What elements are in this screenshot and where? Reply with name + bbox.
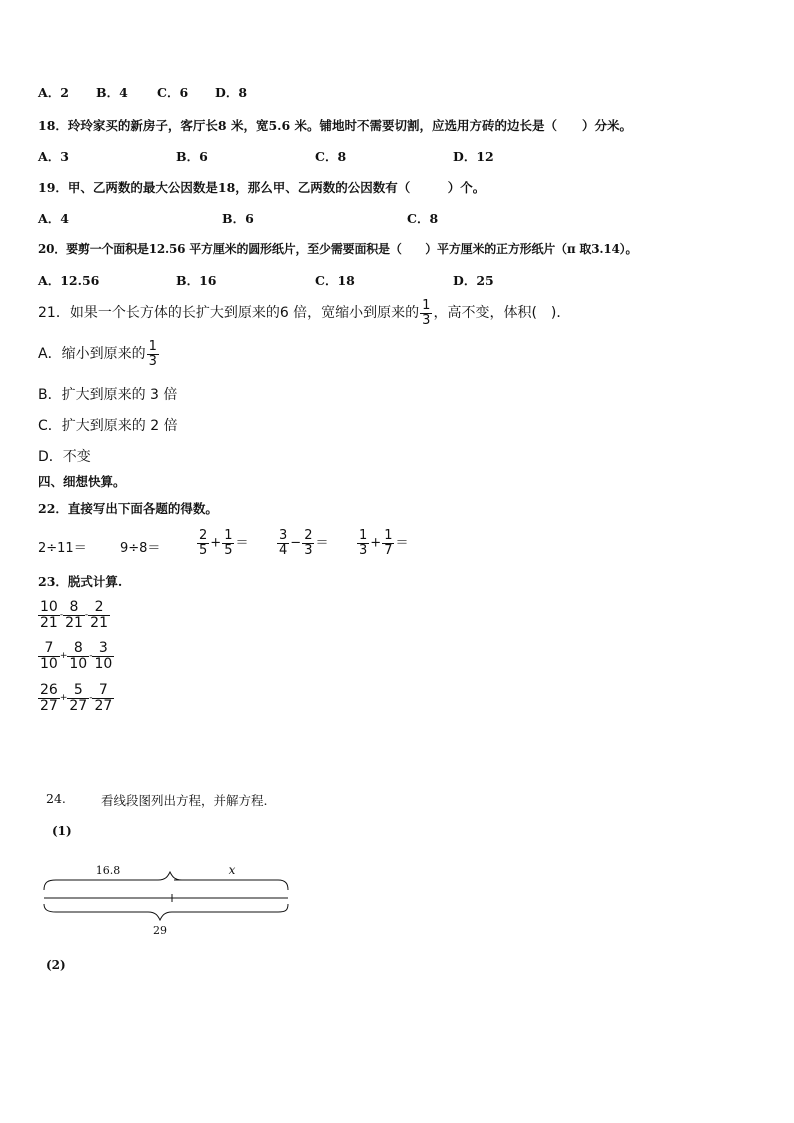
q22-question: 22．直接写出下面各题的得数。 xyxy=(38,501,218,516)
q22-expr-5 xyxy=(356,529,408,557)
q21-frac-den: 3 xyxy=(422,312,431,328)
q21-option-b: B．扩大到原来的 3 倍 xyxy=(38,387,178,403)
q18-option-a: A．3 xyxy=(38,149,69,164)
q22-e3-op: + xyxy=(210,535,222,551)
q22-e3-b-den: 5 xyxy=(224,542,233,558)
q24-label-right: x xyxy=(228,863,236,877)
q21-fraction xyxy=(420,299,432,327)
q19-question: 19．甲、乙两数的最大公因数是18，那么甲、乙两数的公因数有（ ）个。 xyxy=(38,180,486,195)
q24-top-left-brace xyxy=(44,872,290,890)
q22-expr-1: 2÷11＝ xyxy=(38,541,87,556)
q22-e4-eq: ＝ xyxy=(315,535,329,551)
q22-e4-a-den: 4 xyxy=(279,542,288,558)
q24-label-total: 29 xyxy=(153,924,167,937)
q23-r3-d1: 27 xyxy=(40,697,58,714)
q24-part-1-label: (1) xyxy=(52,824,72,838)
q24-segment-diagram xyxy=(40,858,295,940)
q21-frac-num: 1 xyxy=(422,298,431,313)
q17-option-d: D．8 xyxy=(215,85,248,100)
q20-question: 20．要剪一个面积是12.56 平方厘米的圆形纸片，至少需要面积是（ ）平方厘米的正方形纸片（π 取3.14）。 xyxy=(38,242,638,256)
q22-expr-3 xyxy=(196,529,248,557)
q24-label-left: 16.8 xyxy=(95,864,121,877)
q22-e3-b-num: 1 xyxy=(224,528,233,543)
q19-option-c: C．8 xyxy=(407,211,439,226)
q22-e3-a-num: 2 xyxy=(199,528,208,543)
q23-r3-d2: 27 xyxy=(69,697,88,714)
q21-option-a-prefix: A．缩小到原来的 xyxy=(38,346,146,363)
q21-text-after: ，高不变，体积( )． xyxy=(433,305,571,322)
q23-r1-op1: - xyxy=(59,610,64,621)
q22-e5-a-den: 3 xyxy=(359,542,368,558)
q21-question xyxy=(38,299,570,327)
q21-text-before: 21．如果一个长方体的长扩大到原来的6 倍，宽缩小到原来的 xyxy=(38,305,420,322)
q21-option-c: C．扩大到原来的 2 倍 xyxy=(38,418,178,434)
q22-expr-2: 9÷8＝ xyxy=(120,541,161,556)
q23-r2-n1: 7 xyxy=(44,640,54,656)
q23-question: 23．脱式计算. xyxy=(38,574,123,589)
q23-r3-op2: - xyxy=(89,693,93,704)
q21-option-d: D．不变 xyxy=(38,449,91,465)
q21-option-a xyxy=(38,340,160,368)
q22-e4-b-den: 3 xyxy=(304,542,313,558)
q23-r2-d3: 10 xyxy=(94,655,113,672)
q20-option-d: D．25 xyxy=(453,273,494,288)
q21-option-a-fraction xyxy=(147,340,159,368)
q23-r2-n3: 3 xyxy=(98,640,108,656)
q22-e3-a-den: 5 xyxy=(199,542,208,558)
q18-question: 18．玲玲家买的新房子，客厅长8 米，宽5.6 米。铺地时不需要切割，应选用方砖的边长是（ ）分米。 xyxy=(38,118,633,133)
section-four-title: 四、细想快算。 xyxy=(38,474,126,489)
q23-r1-d3: 21 xyxy=(90,614,108,631)
q21-option-a-num: 1 xyxy=(148,339,157,354)
q23-r3-op1: + xyxy=(59,693,68,704)
q18-option-b: B．6 xyxy=(176,149,208,164)
q19-option-a: A．4 xyxy=(38,211,69,226)
q24-number: 24. xyxy=(46,791,66,806)
q23-row-1 xyxy=(38,600,110,630)
q22-e4-a-num: 3 xyxy=(279,528,288,543)
q23-r1-d2: 21 xyxy=(65,614,83,631)
q22-e5-eq: ＝ xyxy=(395,535,409,551)
q23-row-3 xyxy=(38,683,114,713)
q22-e5-a-num: 1 xyxy=(359,528,368,543)
q22-e4-op: − xyxy=(290,535,302,551)
q23-r3-n2: 5 xyxy=(73,682,83,698)
q23-r3-n1: 26 xyxy=(40,682,58,698)
q20-option-c: C．18 xyxy=(315,273,355,288)
q23-r2-d2: 10 xyxy=(69,655,88,672)
q23-r2-op2: - xyxy=(89,651,93,662)
q22-e5-op: + xyxy=(370,535,382,551)
q23-r1-n3: 2 xyxy=(94,599,104,615)
q24-top-brace-right xyxy=(174,880,288,890)
q17-option-b: B．4 xyxy=(96,85,128,100)
q23-r2-d1: 10 xyxy=(40,655,58,672)
q23-r1-d1: 21 xyxy=(40,614,58,631)
q18-option-c: C．8 xyxy=(315,149,347,164)
q23-r3-n3: 7 xyxy=(98,682,108,698)
q20-option-b: B．16 xyxy=(176,273,217,288)
q24-bottom-brace xyxy=(44,904,288,920)
q23-r2-op1: + xyxy=(59,651,68,662)
q23-r1-n1: 10 xyxy=(40,599,58,615)
q23-r1-n2: 8 xyxy=(69,599,79,615)
q17-option-a: A．2 xyxy=(38,85,69,100)
q23-r1-op2: - xyxy=(84,610,89,621)
q20-option-a: A．12.56 xyxy=(38,273,100,288)
q22-e5-b-den: 7 xyxy=(384,542,393,558)
q22-e3-eq: ＝ xyxy=(235,535,249,551)
q23-r3-d3: 27 xyxy=(94,697,113,714)
q22-e5-b-num: 1 xyxy=(384,528,393,543)
q19-option-b: B．6 xyxy=(222,211,254,226)
q24-part-2-label: (2) xyxy=(46,958,66,972)
q22-e4-b-num: 2 xyxy=(304,528,313,543)
q23-row-2 xyxy=(38,641,114,671)
q24-question: 看线段图列出方程，并解方程. xyxy=(101,793,268,808)
q18-option-d: D．12 xyxy=(453,149,494,164)
q23-r2-n2: 8 xyxy=(73,640,83,656)
q21-option-a-den: 3 xyxy=(148,353,157,369)
q17-option-c: C．6 xyxy=(157,85,189,100)
q22-expr-4 xyxy=(276,529,328,557)
